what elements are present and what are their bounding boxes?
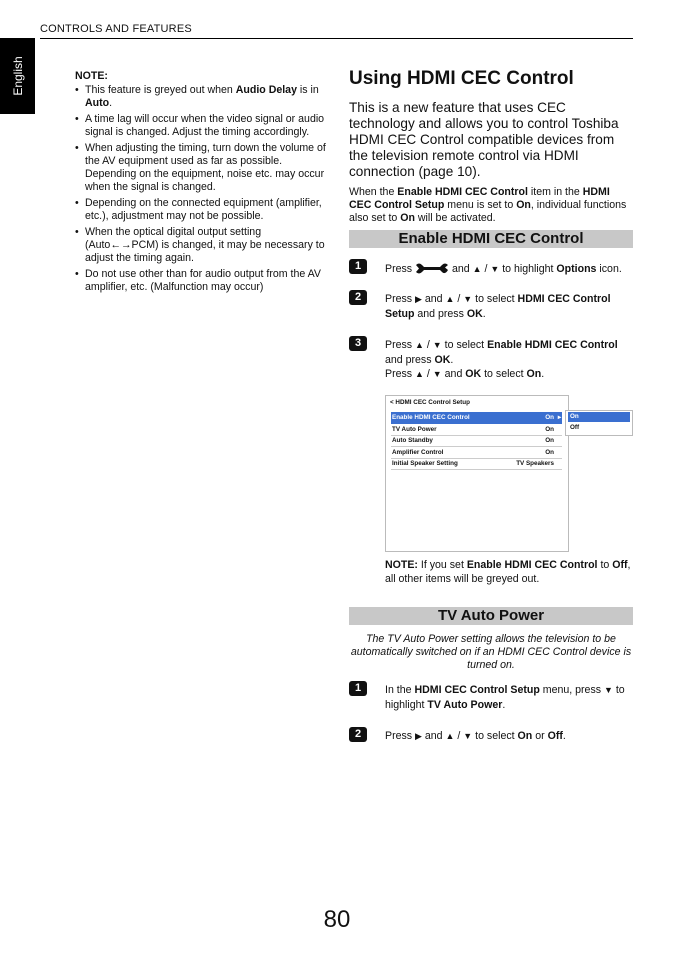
menu-row-auto-standby[interactable]: Auto Standby On (391, 435, 562, 447)
down-arrow-icon: ▼ (432, 369, 442, 379)
page-title: Using HDMI CEC Control (349, 68, 574, 89)
up-arrow-icon: ▲ (415, 340, 424, 350)
down-arrow-icon: ▼ (463, 731, 473, 741)
step-text: In the HDMI CEC Control Setup menu, press ▼ to highlight TV Auto Power. (385, 684, 625, 711)
step-text: Press ▶ and ▲ / ▼ to select On or Off. (385, 730, 566, 742)
activation-paragraph: When the Enable HDMI CEC Control item in the HDMI CEC Control Setup menu is set to On, individual functions also set to On will be activated. (349, 186, 627, 224)
right-arrow-icon: ▶ (415, 731, 422, 741)
double-arrow-icon: ←→ (110, 239, 132, 251)
left-note (75, 70, 327, 297)
note-bullet: • Depending on the connected equipment (amplifier, etc.), adjustment may not be possible. (75, 197, 327, 223)
on-off-popup (565, 410, 633, 436)
page-number: 80 (323, 906, 351, 933)
running-header: CONTROLS AND FEATURES (40, 23, 192, 35)
note-title: NOTE: (75, 70, 108, 82)
menu-row-amplifier-control[interactable]: Amplifier Control On (391, 447, 562, 459)
step-text: Press ▲ / ▼ to select Enable HDMI CEC Control and press OK. Press ▲ / ▼ and OK to select On. (385, 339, 618, 380)
up-arrow-icon: ▲ (415, 369, 424, 379)
option-on[interactable]: On (568, 412, 630, 422)
note-bullet: • When the optical digital output setting (Auto←→PCM) is changed, it may be necessary to adjust the timing again. (75, 226, 327, 265)
language-label: English (10, 56, 25, 96)
note-bullet: • A time lag will occur when the video signal or audio signal is changed. Adjust the timing accordingly. (75, 113, 327, 139)
main-intro (349, 68, 633, 225)
up-arrow-icon: ▲ (445, 294, 455, 304)
down-arrow-icon: ▼ (463, 294, 473, 304)
up-arrow-icon: ▲ (472, 264, 482, 274)
down-arrow-icon: ▼ (432, 340, 442, 350)
chevron-right-icon: ▸ (557, 414, 561, 421)
step-number: 1 (349, 681, 367, 696)
note-bullet: • Do not use other than for audio output from the AV amplifier, etc. (Malfunction may occur) (75, 268, 327, 294)
step-text: Press ▶ and ▲ / ▼ to select HDMI CEC Control Setup and press OK. (385, 293, 611, 320)
step-number: 2 (349, 290, 367, 305)
menu-row-initial-speaker[interactable]: Initial Speaker Setting TV Speakers (391, 458, 562, 470)
section-heading-enable-cec: Enable HDMI CEC Control (349, 230, 633, 248)
step-number: 3 (349, 336, 367, 351)
menu-row-enable-cec[interactable]: Enable HDMI CEC Control On ▸ (391, 412, 562, 424)
language-tab (0, 38, 35, 114)
option-off[interactable]: Off (570, 424, 580, 431)
cec-setup-menu (385, 395, 569, 552)
step-text: Press and ▲ / ▼ to highlight Options icon. (385, 263, 622, 275)
down-arrow-icon: ▼ (604, 685, 613, 695)
section1-note: NOTE: If you set Enable HDMI CEC Control to Off, all other items will be greyed out. (385, 559, 631, 585)
step-number: 2 (349, 727, 367, 742)
menu-row-tv-auto-power[interactable]: TV Auto Power On (391, 424, 562, 436)
right-arrow-icon: ▶ (415, 294, 422, 304)
menu-title[interactable]: < HDMI CEC Control Setup (390, 399, 470, 406)
wrench-icon (415, 263, 449, 274)
header-rule (40, 38, 633, 39)
down-arrow-icon: ▼ (490, 264, 500, 274)
note-bullets (75, 84, 327, 294)
up-arrow-icon: ▲ (445, 731, 455, 741)
section2-intro: The TV Auto Power setting allows the television to be automatically switched on if an HDMI CEC Control device is turned on. (350, 633, 632, 671)
intro-paragraph: This is a new feature that uses CEC technology and allows you to control Toshiba HDMI CEC Control compatible devices from the television remote control via HDMI connection (page 10). (349, 100, 619, 179)
note-bullet: • When adjusting the timing, turn down the volume of the AV equipment used as far as possible. Depending on the equipment, noise etc. may occur when the signal is changed. (75, 142, 327, 194)
step-number: 1 (349, 259, 367, 274)
section-heading-tv-auto-power: TV Auto Power (349, 607, 633, 625)
note-bullet: • This feature is greyed out when Audio Delay is in Auto. (75, 84, 327, 110)
